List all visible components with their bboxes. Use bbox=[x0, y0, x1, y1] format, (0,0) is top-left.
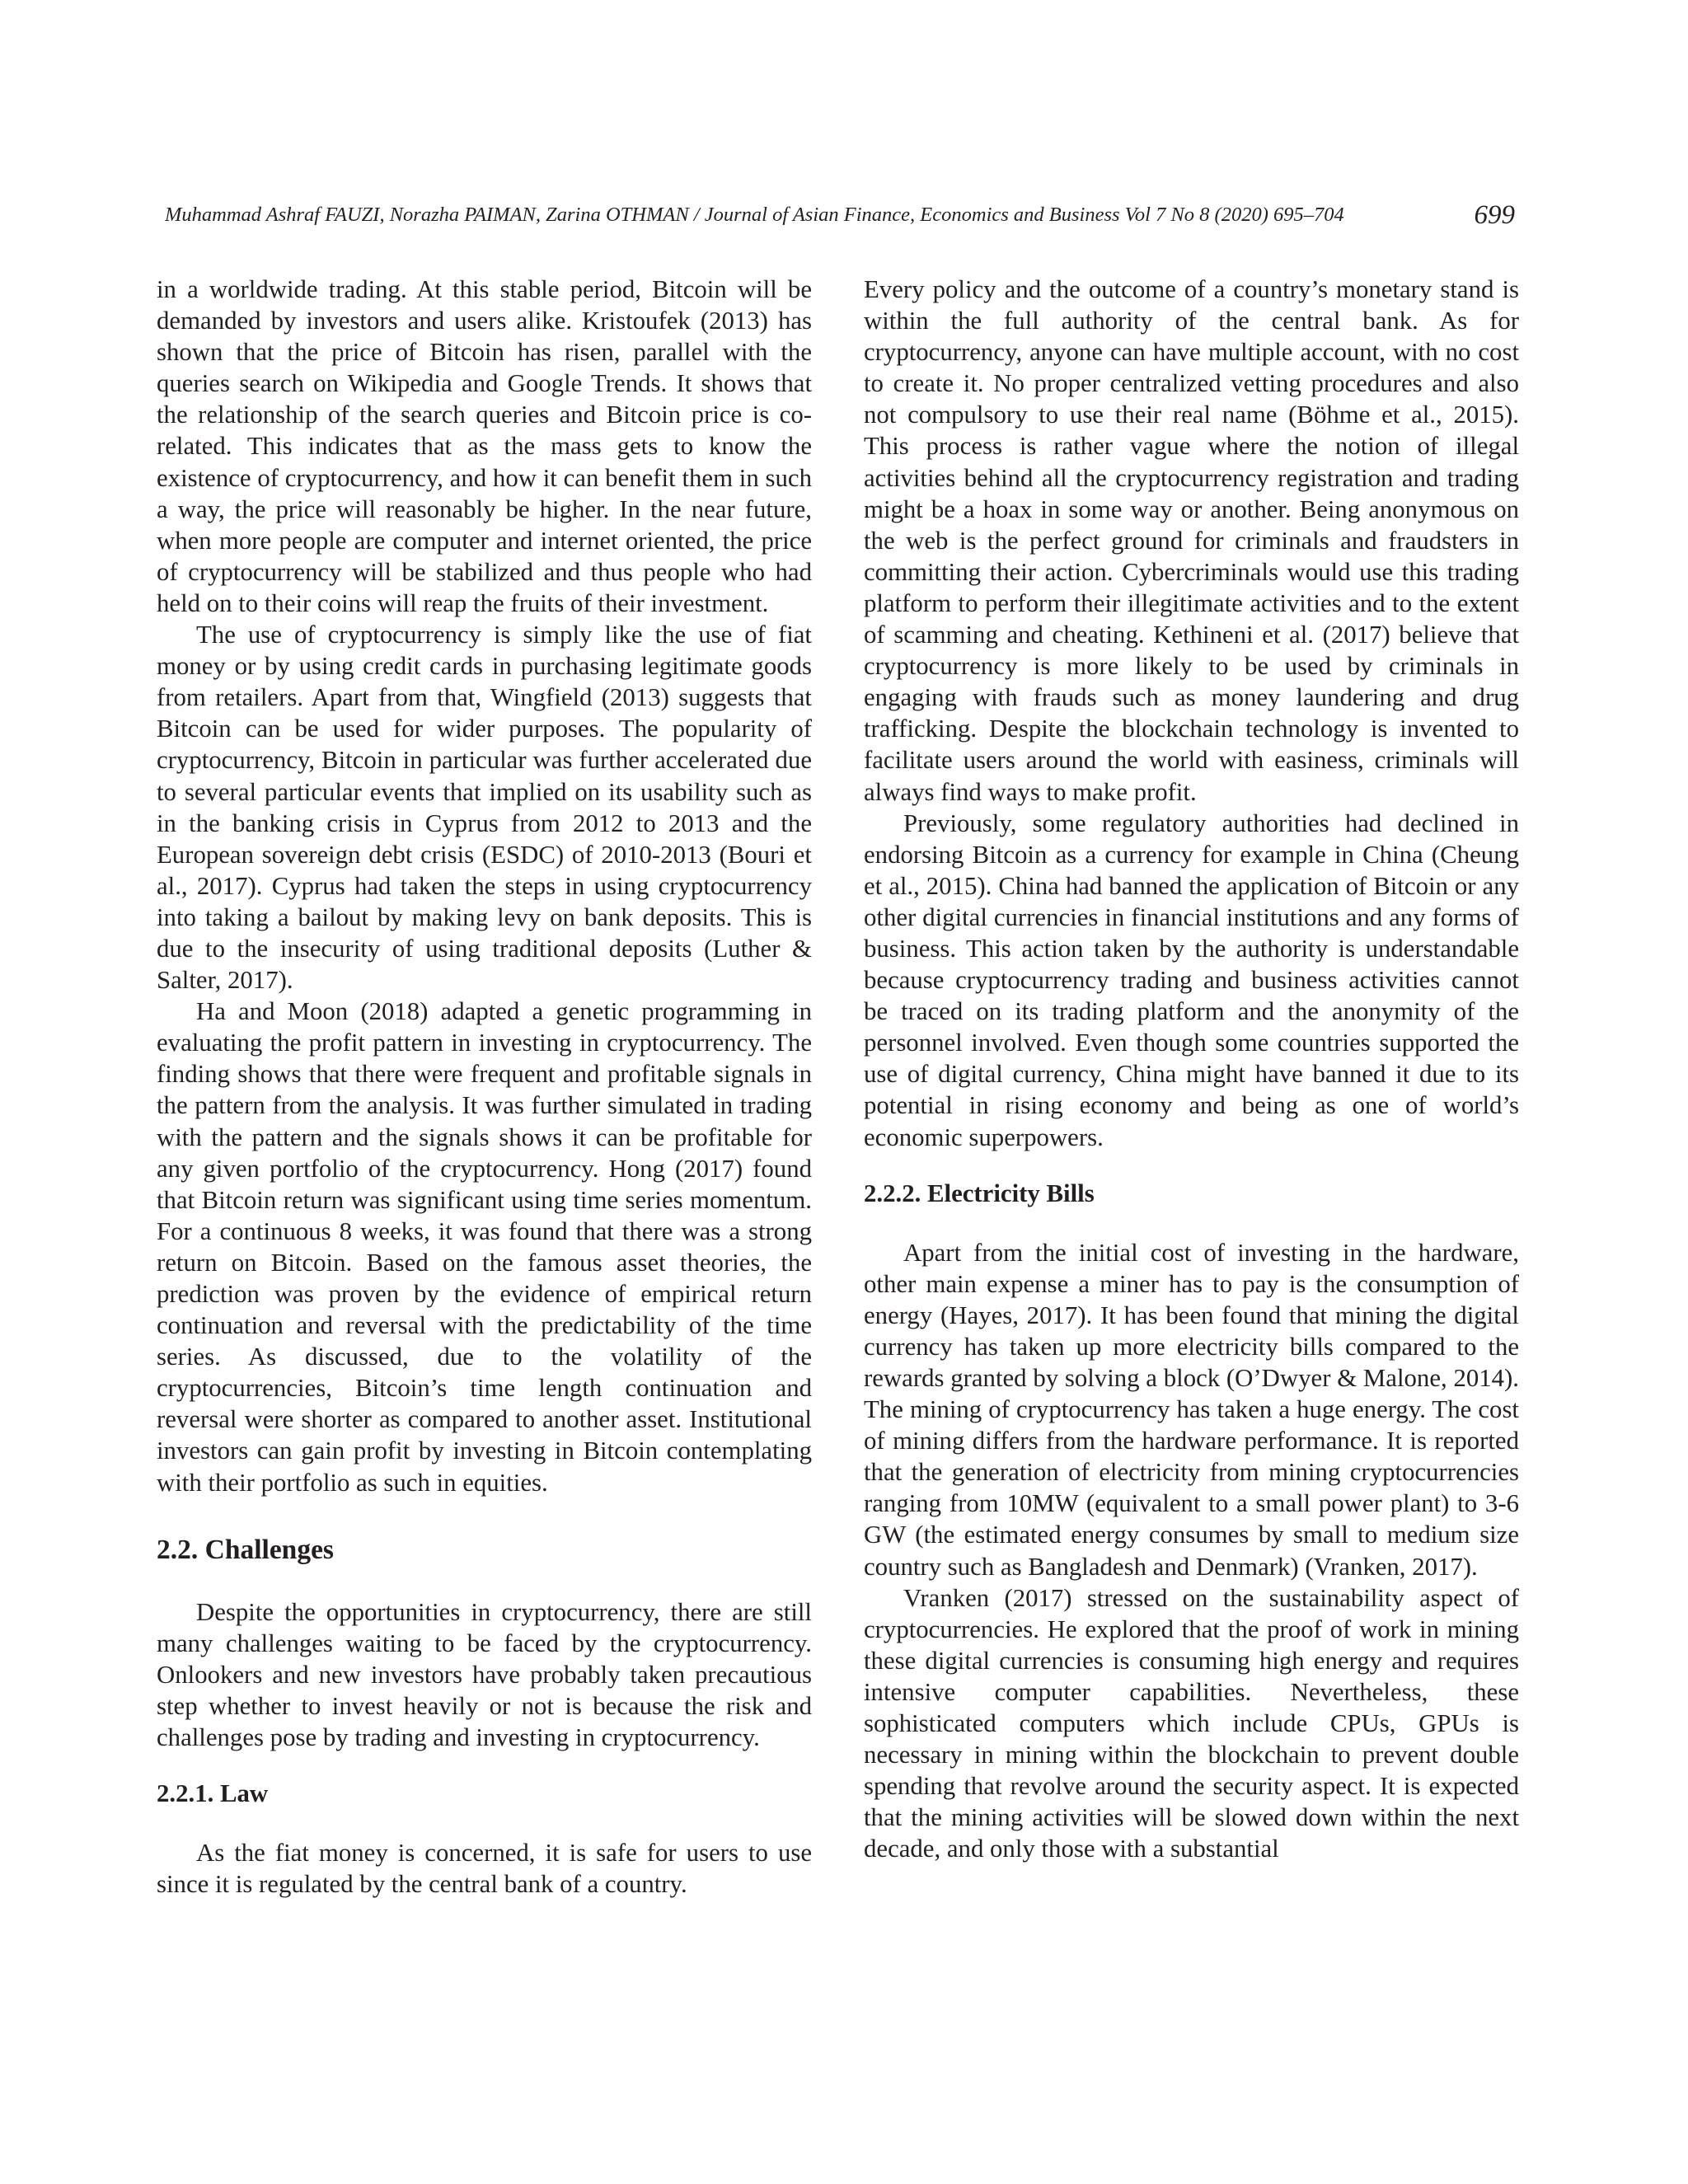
paragraph: The use of cryptocurrency is simply like the use of fiat money or by using credit cards in purchasing legitimate goods from retailers. Apart from that, Wingfield (2013) suggests that Bitcoin can be used for wider purposes. The popularity of cryptocurrency, Bitcoin in particular was further accelerated due to several particular events that implied on its usability such as in the banking crisis in Cyprus from 2012 to 2013 and the European sovereign debt crisis (ESDC) of 2010-2013 (Bouri et al., 2017). Cyprus had taken the steps in using cryptocurrency into taking a bailout by making levy on bank deposits. This is due to the insecurity of using traditional deposits (Luther & Salter, 2017). bbox=[157, 621, 812, 995]
subsection-heading-law: 2.2.1. Law bbox=[157, 1779, 269, 1808]
paragraph: Previously, some regulatory authorities had declined in endorsing Bitcoin as a currency for example in China (Cheung et al., 2015). China had banned the application of Bitcoin or any other digital currencies in financial institutions and any forms of business. This action taken by the authority is understandable because cryptocurrency trading and business activities cannot be traced on its trading platform and the anonymity of the personnel involved. Even though some countries supported the use of digital currency, China might have banned it due to its potential in rising economy and being as one of world’s economic superpowers. bbox=[864, 808, 1519, 1151]
running-title: Muhammad Ashraf FAUZI, Norazha PAIMAN, Zarina OTHMAN / Journal of Asian Finance, Economics and Business Vol 7 No 8 (2020) 695–704 bbox=[165, 204, 1344, 226]
paragraph: Every policy and the outcome of a country’s monetary stand is within the full authority of the central bank. As for cryptocurrency, anyone can have multiple account, with no cost to create it. No proper centralized vetting procedures and also not compulsory to use their real name (Böhme et al., 2015). This process is rather vague where the notion of illegal activities behind all the cryptocurrency registration and trading might be a hoax in some way or another. Being anonymous on the web is the perfect ground for criminals and fraudsters in committing their action. Cybercriminals would use this trading platform to perform their illegitimate activities and to the extent of scamming and cheating. Kethineni et al. (2017) believe that cryptocurrency is more likely to be used by criminals in engaging with frauds such as money laundering and drug trafficking. Despite the blockchain technology is invented to facilitate users around the world with easiness, criminals will always find ways to make profit. bbox=[864, 275, 1519, 806]
running-header bbox=[165, 194, 1515, 236]
paragraph: in a worldwide trading. At this stable period, Bitcoin will be demanded by investors and users alike. Kristoufek (2013) has shown that the price of Bitcoin has risen, parallel with the queries search on Wikipedia and Google Trends. It shows that the relationship of the search queries and Bitcoin price is co-related. This indicates that as the mass gets to know the existence of cryptocurrency, and how it can benefit them in such a way, the price will reasonably be higher. In the near future, when more people are computer and internet oriented, the price of cryptocurrency will be stabilized and thus people who had held on to their coins will reap the fruits of their investment. bbox=[157, 275, 812, 617]
right-column bbox=[864, 274, 1519, 1865]
paragraph: As the fiat money is concerned, it is safe for users to use since it is regulated by the central bank of a country. bbox=[157, 1839, 812, 1899]
left-column bbox=[157, 274, 812, 1900]
paragraph: Vranken (2017) stressed on the sustainability aspect of cryptocurrencies. He explored that the proof of work in mining these digital currencies is consuming high energy and requires intensive computer capabilities. Nevertheless, these sophisticated computers which include CPUs, GPUs is necessary in mining within the blockchain to prevent double spending that revolve around the security aspect. It is expected that the mining activities will be slowed down within the next decade, and only those with a substantial bbox=[864, 1583, 1519, 1863]
paragraph: Despite the opportunities in cryptocurrency, there are still many challenges waiting to be faced by the cryptocurrency. Onlookers and new investors have probably taken precautious step whether to invest heavily or not is because the risk and challenges pose by trading and investing in cryptocurrency. bbox=[157, 1597, 812, 1752]
subsection-heading-electricity-bills: 2.2.2. Electricity Bills bbox=[864, 1179, 1095, 1207]
paragraph: Apart from the initial cost of investing in the hardware, other main expense a miner has to pay is the consumption of energy (Hayes, 2017). It has been found that mining the digital currency has taken up more electricity bills compared to the rewards granted by solving a block (O’Dwyer & Malone, 2014). The mining of cryptocurrency has taken a huge energy. The cost of mining differs from the hardware performance. It is reported that the generation of electricity from mining cryptocurrencies ranging from 10MW (equivalent to a small power plant) to 3-6 GW (the estimated energy consumes by small to medium size country such as Bangladesh and Denmark) (Vranken, 2017). bbox=[864, 1238, 1519, 1581]
section-heading-challenges: 2.2. Challenges bbox=[157, 1534, 334, 1565]
paragraph: Ha and Moon (2018) adapted a genetic programming in evaluating the profit pattern in investing in cryptocurrency. The finding shows that there were frequent and profitable signals in the pattern from the analysis. It was further simulated in trading with the pattern and the signals shows it can be profitable for any given portfolio of the cryptocurrency. Hong (2017) found that Bitcoin return was significant using time series momentum. For a continuous 8 weeks, it was found that there was a strong return on Bitcoin. Based on the famous asset theories, the prediction was proven by the evidence of empirical return continuation and reversal with the predictability of the time series. As discussed, due to the volatility of the cryptocurrencies, Bitcoin’s time length continuation and reversal were shorter as compared to another asset. Institutional investors can gain profit by investing in Bitcoin contemplating with their portfolio as such in equities. bbox=[157, 997, 812, 1497]
page-number: 699 bbox=[1474, 200, 1515, 230]
